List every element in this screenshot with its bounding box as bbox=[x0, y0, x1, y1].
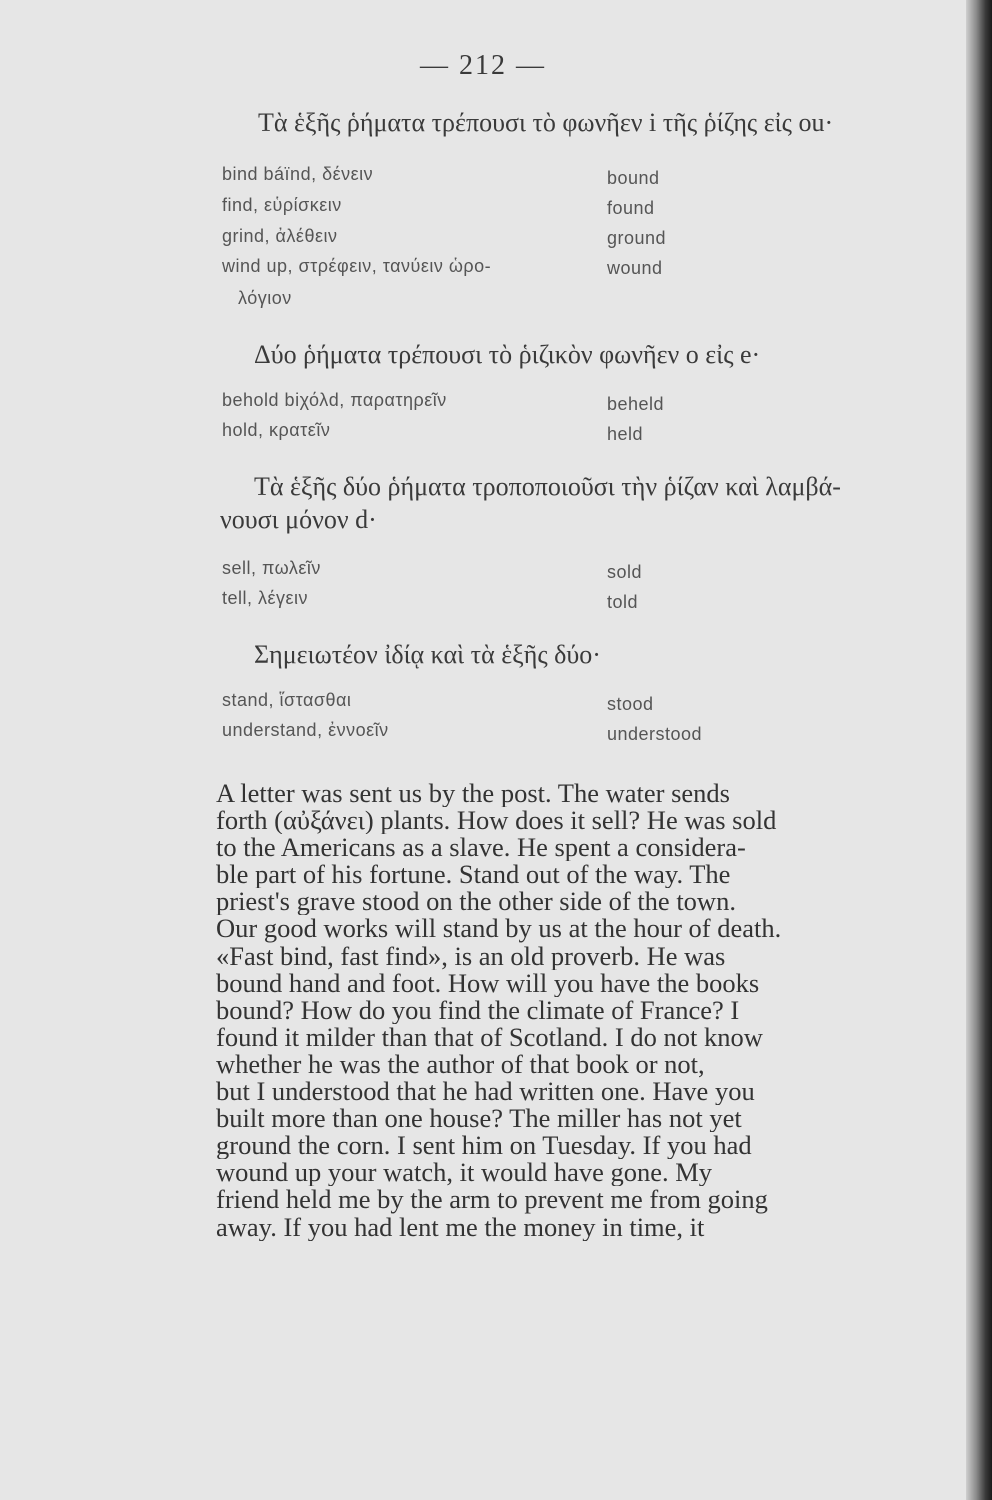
section-1-heading: Τὰ ἑξῆς ῥήματα τρέπουσι τὸ φωνῆεν i τῆς ῥίζης εἰς ou· bbox=[258, 108, 834, 137]
verb-past: told bbox=[607, 592, 639, 612]
book-spine-shadow bbox=[966, 0, 992, 1500]
page-number: — 212 — bbox=[420, 50, 546, 81]
verb-base: tell, λέγειν bbox=[222, 588, 309, 608]
verb-base: wind up, στρέφειν, τανύειν ὡρο- bbox=[222, 256, 492, 276]
paragraph-line: but I understood that he had written one. Have you bbox=[216, 1078, 755, 1106]
verb-base: grind, ἀλέθειν bbox=[222, 226, 338, 246]
verb-base: sell, πωλεῖν bbox=[222, 558, 321, 578]
paragraph-line: ble part of his fortune. Stand out of the way. The bbox=[216, 861, 731, 889]
paragraph-line: Our good works will stand by us at the hour of death. bbox=[216, 915, 782, 943]
paragraph-line: «Fast bind, fast find», is an old proverb. He was bbox=[216, 942, 726, 970]
paragraph-line: forth (αὐξάνει) plants. How does it sell? He was sold bbox=[216, 807, 777, 835]
paragraph-line: bound hand and foot. How will you have the books bbox=[216, 969, 760, 997]
paragraph-line: friend held me by the arm to prevent me from going bbox=[216, 1186, 768, 1214]
verb-base: find, εὑρίσκειν bbox=[222, 195, 342, 215]
paragraph-line: built more than one house? The miller has not yet bbox=[216, 1105, 742, 1133]
verb-past: beheld bbox=[607, 394, 665, 414]
paragraph-line: A letter was sent us by the post. The water sends bbox=[216, 780, 730, 808]
paragraph-line: ground the corn. I sent him on Tuesday. If you had bbox=[216, 1132, 752, 1160]
verb-base: behold biχόλd, παρατηρεῖν bbox=[222, 390, 447, 410]
verb-base: stand, ἵστασθαι bbox=[222, 690, 352, 710]
verb-past: wound bbox=[607, 258, 663, 278]
verb-past: found bbox=[607, 198, 655, 218]
verb-past: stood bbox=[607, 694, 654, 714]
paragraph-line: away. If you had lent me the money in time, it bbox=[216, 1213, 705, 1241]
verb-base-continuation: λόγιον bbox=[238, 288, 292, 308]
section-2-heading: Δύο ῥήματα τρέπουσι τὸ ῥιζικὸν φωνῆεν o εἰς e· bbox=[254, 340, 761, 369]
exercise-paragraph bbox=[216, 780, 958, 1241]
verb-base: understand, ἐννοεῖν bbox=[222, 720, 389, 740]
paragraph-line: whether he was the author of that book or not, bbox=[216, 1050, 705, 1079]
paragraph-line: bound? How do you find the climate of France? I bbox=[216, 996, 740, 1024]
verb-base: hold, κρατεῖν bbox=[222, 420, 331, 440]
verb-past: held bbox=[607, 424, 644, 444]
section-4-heading: Σημειωτέον ἰδίᾳ καὶ τὰ ἑξῆς δύο· bbox=[254, 640, 601, 669]
verb-past: sold bbox=[607, 562, 643, 582]
verb-base: bind báïnd, δένειν bbox=[222, 164, 374, 184]
section-3-heading-line-1: Τὰ ἑξῆς δύο ῥήματα τροποποιοῦσι τὴν ῥίζαν καὶ λαμβά- bbox=[254, 472, 841, 501]
verb-past: understood bbox=[607, 724, 703, 744]
paragraph-line: wound up your watch, it would have gone. My bbox=[216, 1159, 713, 1187]
verb-past: ground bbox=[607, 228, 667, 248]
paragraph-line: found it milder than that of Scotland. I do not know bbox=[216, 1023, 763, 1051]
paragraph-line: to the Americans as a slave. He spent a considera- bbox=[216, 834, 746, 862]
verb-past: bound bbox=[607, 168, 660, 188]
paragraph-line: priest's grave stood on the other side of the town. bbox=[216, 888, 736, 916]
section-3-heading-line-2: νουσι μόνον d· bbox=[220, 505, 377, 534]
